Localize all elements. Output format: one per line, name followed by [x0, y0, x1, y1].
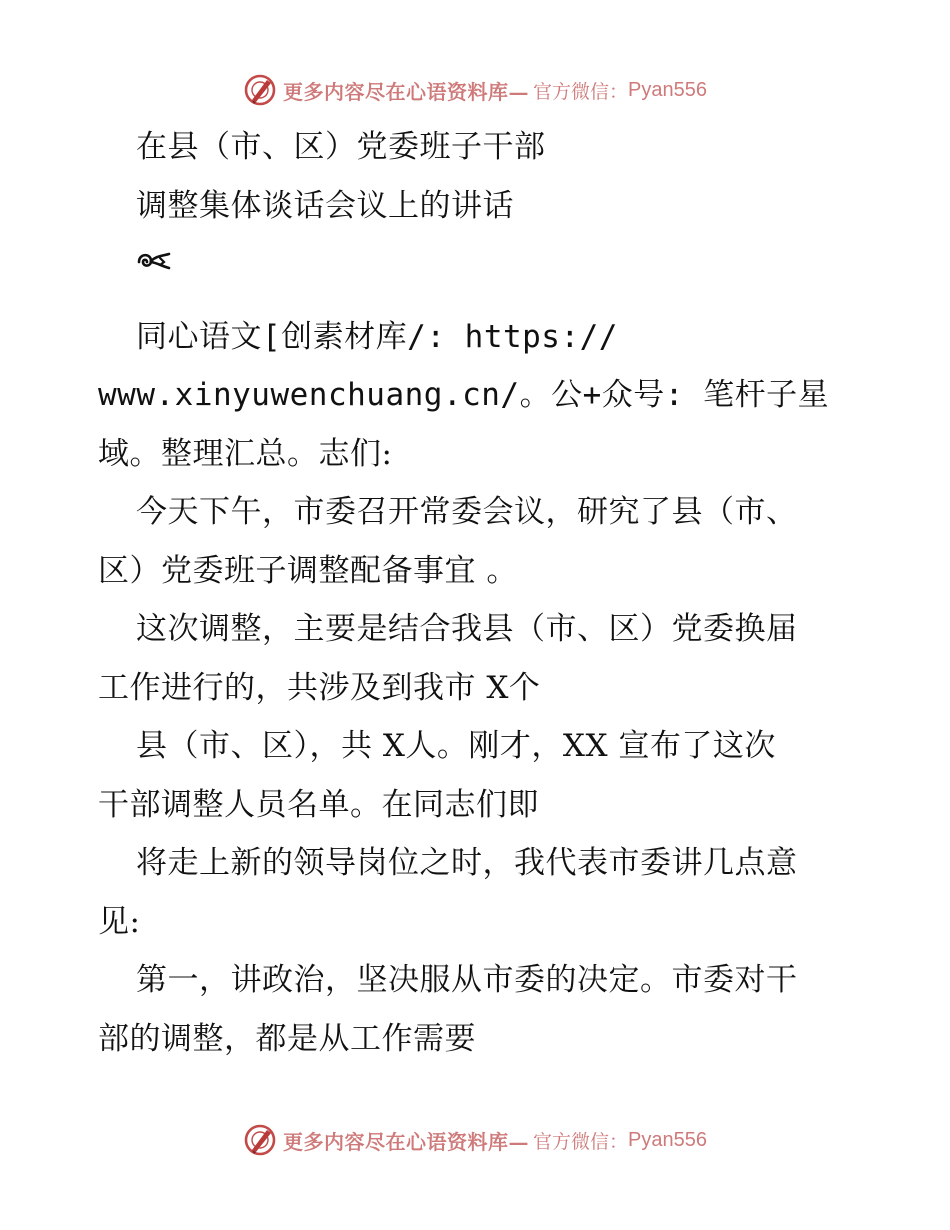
pen-logo-icon — [243, 73, 277, 107]
document-body — [98, 118, 858, 1068]
body-line: www.xinyuwenchuang.cn/。公+众号: 笔杆子星 — [98, 377, 830, 413]
watermark-wechat-id: Pyan556 — [628, 78, 707, 101]
pen-logo-icon — [243, 1123, 277, 1157]
body-line: 今天下午，市委召开常委会议，研究了县（市、 — [136, 494, 798, 530]
header-watermark — [0, 70, 950, 110]
watermark-wechat-label: 官方微信： — [533, 1130, 629, 1153]
body-line: 将走上新的领导岗位之时，我代表市委讲几点意 — [136, 845, 798, 881]
watermark-text: 更多内容尽在心语资料库— — [283, 1129, 529, 1154]
title-line-2: 调整集体谈话会议上的讲话 — [136, 187, 514, 224]
body-line: 部的调整，都是从工作需要 — [98, 1020, 476, 1057]
flourish-ornament-icon — [136, 249, 172, 273]
watermark-wechat-id: Pyan556 — [628, 1128, 707, 1151]
body-line: 域。整理汇总。志们: — [98, 435, 393, 472]
body-line: 工作进行的，共涉及到我市 X个 — [98, 669, 541, 706]
footer-watermark — [0, 1120, 950, 1160]
watermark-wechat-label: 官方微信： — [533, 80, 629, 103]
body-line: 第一，讲政治，坚决服从市委的决定。市委对干 — [136, 962, 798, 998]
title-line-1: 在县（市、区）党委班子干部 — [136, 129, 546, 165]
body-line: 区）党委班子调整配备事宜 。 — [98, 552, 518, 589]
body-line: 见: — [98, 903, 141, 940]
body-line: 县（市、区），共 X人。刚才，XX 宣布了这次 — [136, 728, 776, 764]
body-line: 同心语文[创素材库/: https:// — [136, 318, 618, 355]
ornament-row — [98, 249, 858, 308]
watermark-text: 更多内容尽在心语资料库— — [283, 79, 529, 104]
body-line: 干部调整人员名单。在同志们即 — [98, 786, 539, 823]
body-line: 这次调整，主要是结合我县（市、区）党委换届 — [136, 611, 798, 647]
